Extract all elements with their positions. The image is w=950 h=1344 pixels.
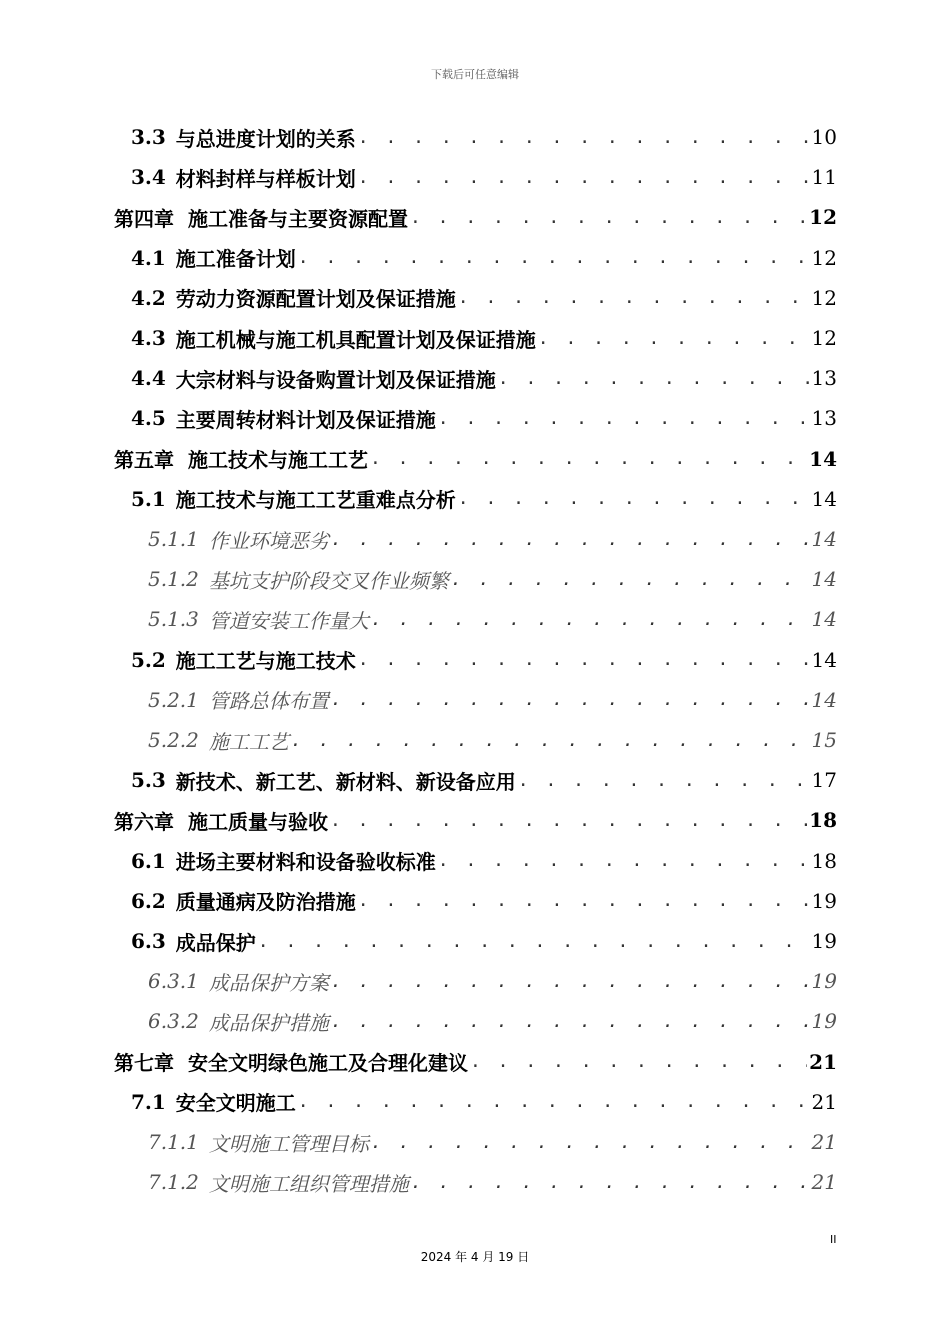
toc-entry-number: 4.2: [131, 285, 166, 310]
toc-entry-page: 18: [811, 848, 837, 873]
toc-entry-page: 18: [809, 808, 837, 833]
toc-entry-title: 劳动力资源配置计划及保证措施: [175, 287, 456, 312]
toc-entry[interactable]: [114, 1042, 837, 1082]
toc-dot-leader: [438, 850, 810, 871]
toc-entry-page: 12: [811, 285, 837, 310]
toc-dot-leader: [331, 971, 810, 992]
toc-entry-page: 17: [811, 768, 837, 793]
toc-entry[interactable]: [148, 961, 837, 1001]
toc-entry-title: 施工准备计划: [175, 247, 296, 272]
toc-dot-leader: [330, 810, 807, 831]
toc-entry-title: 新技术、新工艺、新材料、新设备应用: [175, 769, 516, 794]
toc-entry-number: 6.3: [131, 929, 166, 953]
toc-entry-title: 施工准备与主要资源配置: [188, 206, 408, 231]
toc-entry[interactable]: [131, 238, 837, 278]
toc-entry-title: 成品保护方案: [208, 970, 329, 995]
toc-entry[interactable]: [148, 519, 837, 559]
toc-entry-number: 7.1: [131, 1089, 166, 1114]
toc-dot-leader: [258, 931, 810, 952]
toc-entry-number: 5.2.2: [148, 728, 199, 752]
toc-entry-title: 材料封样与样板计划: [175, 166, 356, 191]
toc-entry[interactable]: [131, 318, 837, 358]
toc-entry-title: 施工技术与施工工艺: [188, 448, 368, 473]
toc-entry-number: 3.4: [131, 165, 166, 190]
toc-entry[interactable]: [131, 278, 837, 318]
toc-entry-page: 14: [811, 486, 837, 511]
toc-entry-title: 文明施工管理目标: [208, 1131, 369, 1156]
toc-entry[interactable]: [148, 1122, 837, 1162]
toc-entry-number: 第七章: [114, 1051, 174, 1076]
toc-entry-page: 21: [809, 1049, 837, 1074]
toc-entry[interactable]: [148, 680, 837, 720]
toc-entry-title: 施工工艺与施工技术: [175, 649, 356, 674]
toc-entry-title: 基坑支护阶段交叉作业频繁: [208, 568, 449, 593]
toc-entry-page: 19: [811, 888, 837, 913]
toc-entry-number: 5.1.1: [148, 527, 199, 551]
toc-entry[interactable]: [131, 398, 837, 438]
toc-entry[interactable]: [114, 800, 837, 840]
toc-entry-title: 安全文明绿色施工及合理化建议: [188, 1051, 468, 1076]
toc-entry[interactable]: [148, 599, 837, 639]
toc-entry[interactable]: [131, 760, 837, 800]
toc-entry-title: 文明施工组织管理措施: [208, 1171, 409, 1196]
toc-entry-page: 12: [811, 245, 837, 270]
toc-entry-page: 19: [811, 1009, 837, 1034]
toc-entry-title: 进场主要材料和设备验收标准: [175, 850, 436, 875]
toc-entry-title: 主要周转材料计划及保证措施: [175, 407, 436, 432]
toc-entry-page: 19: [811, 969, 837, 994]
toc-entry-page: 14: [811, 607, 837, 632]
toc-entry-number: 4.5: [131, 406, 166, 431]
toc-entry-number: 6.2: [131, 888, 166, 913]
toc-entry-title: 施工质量与验收: [188, 809, 328, 834]
toc-dot-leader: [298, 247, 810, 268]
toc-dot-leader: [291, 730, 810, 751]
toc-entry-page: 13: [811, 406, 837, 431]
toc-entry-title: 安全文明施工: [175, 1091, 296, 1116]
toc-entry[interactable]: [131, 1082, 837, 1122]
page-number: II: [830, 1233, 837, 1246]
toc-entry-page: 21: [811, 1130, 837, 1154]
toc-entry-number: 5.3: [131, 768, 166, 793]
toc-dot-leader: [358, 167, 810, 188]
toc-entry-page: 14: [809, 446, 837, 471]
toc-entry-title: 施工技术与施工工艺重难点分析: [175, 488, 456, 513]
toc-entry[interactable]: [148, 1001, 837, 1041]
toc-dot-leader: [331, 689, 810, 710]
toc-entry[interactable]: [148, 720, 837, 760]
toc-dot-leader: [370, 448, 807, 469]
toc-entry-number: 4.3: [131, 326, 166, 350]
toc-entry-page: 21: [811, 1089, 837, 1114]
toc-entry-number: 3.3: [131, 125, 166, 149]
toc-entry-number: 4.4: [131, 366, 166, 391]
toc-dot-leader: [331, 529, 810, 550]
toc-entry-page: 14: [811, 527, 837, 551]
toc-entry-title: 大宗材料与设备购置计划及保证措施: [175, 367, 496, 392]
toc-dot-leader: [358, 890, 810, 911]
toc-entry-number: 7.1.2: [148, 1170, 199, 1195]
toc-entry[interactable]: [114, 439, 837, 479]
toc-dot-leader: [451, 569, 810, 590]
toc-entry-number: 7.1.1: [148, 1130, 199, 1154]
toc-entry[interactable]: [131, 881, 837, 921]
toc-entry[interactable]: [131, 841, 837, 881]
toc-dot-leader: [358, 649, 810, 670]
toc-entry-title: 成品保护措施: [208, 1010, 329, 1035]
toc-entry-title: 作业环境恶劣: [208, 528, 329, 553]
toc-entry-title: 成品保护: [175, 930, 256, 955]
toc-dot-leader: [410, 207, 807, 228]
toc-entry-title: 质量通病及防治措施: [175, 890, 356, 915]
toc-entry[interactable]: [131, 157, 837, 197]
toc-entry[interactable]: [131, 358, 837, 398]
toc-entry[interactable]: [131, 640, 837, 680]
page-header: 下载后可任意编辑: [431, 68, 519, 81]
toc-dot-leader: [538, 328, 810, 349]
toc-dot-leader: [438, 408, 810, 429]
toc-entry-number: 第四章: [114, 206, 174, 231]
toc-entry-page: 12: [809, 205, 837, 230]
toc-entry-title: 管路总体布置: [208, 689, 329, 714]
toc-dot-leader: [458, 287, 810, 308]
toc-entry-page: 13: [811, 366, 837, 391]
toc-entry-title: 施工工艺: [208, 729, 289, 754]
toc-entry-number: 第六章: [114, 809, 174, 834]
toc-entry-page: 14: [811, 687, 837, 712]
toc-dot-leader: [470, 1051, 807, 1072]
toc-entry-title: 管道安装工作量大: [208, 608, 369, 633]
toc-entry-page: 12: [811, 326, 837, 350]
toc-entry[interactable]: [131, 479, 837, 519]
toc-dot-leader: [458, 488, 810, 509]
toc-entry-number: 4.1: [131, 245, 166, 270]
toc-entry[interactable]: [131, 117, 837, 157]
toc-entry[interactable]: [114, 197, 837, 237]
toc-entry-page: 14: [811, 567, 837, 592]
toc-entry-page: 10: [811, 125, 837, 149]
toc-entry-number: 6.3.1: [148, 969, 199, 994]
toc-entry-number: 5.2: [131, 647, 166, 672]
toc-dot-leader: [358, 127, 810, 148]
toc-dot-leader: [411, 1172, 810, 1193]
toc-entry-number: 6.1: [131, 848, 166, 873]
toc-dot-leader: [498, 368, 810, 389]
toc-entry-title: 施工机械与施工机具配置计划及保证措施: [175, 327, 536, 352]
toc-dot-leader: [371, 1132, 810, 1153]
toc-entry-number: 5.2.1: [148, 687, 199, 712]
toc-entry-number: 5.1.3: [148, 607, 199, 632]
toc-entry-page: 21: [811, 1170, 837, 1195]
toc-entry-number: 5.1: [131, 486, 166, 511]
page-footer-date: 2024 年 4 月 19 日: [420, 1250, 530, 1264]
toc-entry-page: 11: [811, 165, 837, 190]
toc-dot-leader: [518, 770, 810, 791]
toc-entry-number: 6.3.2: [148, 1009, 199, 1034]
toc-entry[interactable]: [148, 1162, 837, 1202]
toc-entry-number: 第五章: [114, 448, 174, 473]
toc-entry-page: 15: [811, 728, 837, 752]
toc-entry[interactable]: [148, 559, 837, 599]
toc-entry-page: 19: [811, 929, 837, 953]
toc-entry-page: 14: [811, 647, 837, 672]
toc-dot-leader: [298, 1091, 810, 1112]
toc-dot-leader: [371, 609, 810, 630]
toc-entry[interactable]: [131, 921, 837, 961]
toc-entry-title: 与总进度计划的关系: [175, 126, 356, 151]
toc-dot-leader: [331, 1011, 810, 1032]
toc-entry-number: 5.1.2: [148, 567, 199, 592]
